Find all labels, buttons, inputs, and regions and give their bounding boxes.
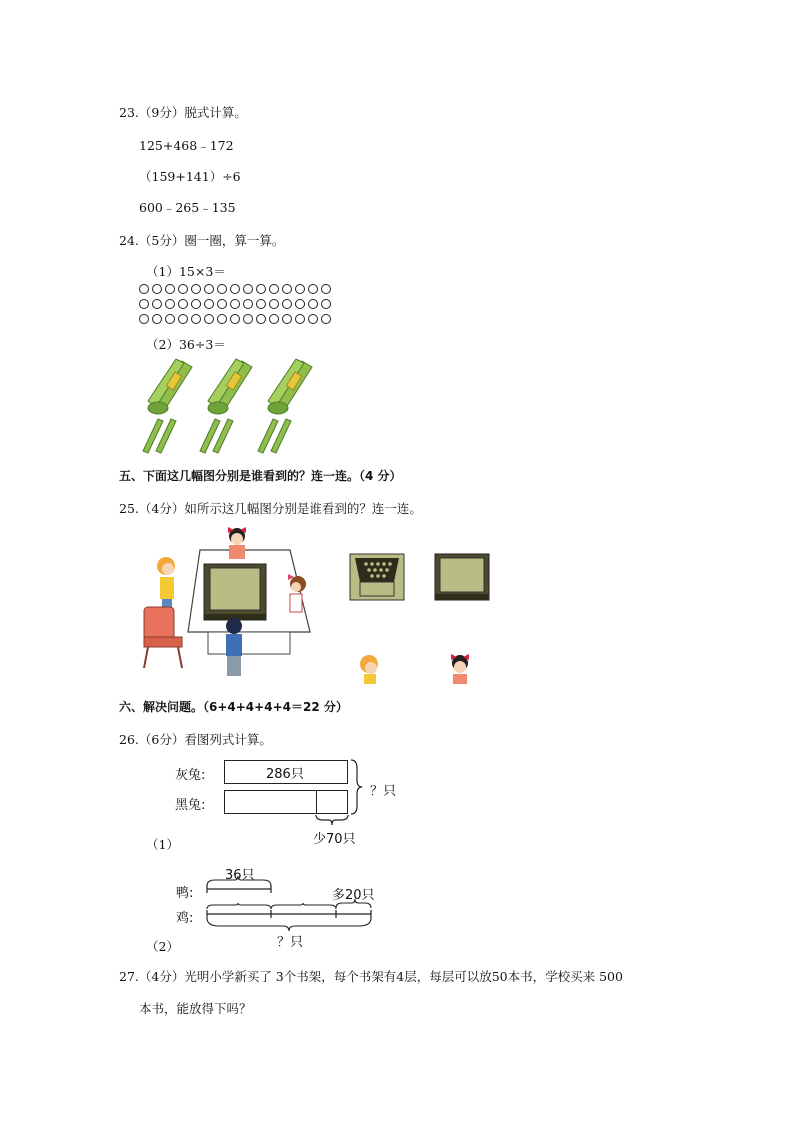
less-label: 少70只 — [313, 832, 356, 847]
right-brace — [349, 758, 363, 816]
q24-title: 24.（5分）圈一圈，算一算。 — [119, 233, 285, 248]
girl-behind-table — [228, 527, 246, 559]
bottom-brace — [314, 813, 350, 827]
circle-icon — [191, 299, 201, 309]
bundle-1 — [148, 359, 192, 414]
q23-expr-2: （159+141）÷6 — [139, 169, 241, 184]
q25-title: 25.（4分）如所示这几幅图分别是谁看到的？连一连。 — [119, 501, 422, 516]
q23-expr-1: 125+468﹣172 — [139, 138, 234, 153]
q24-part1: （1）15×3＝ — [146, 264, 226, 279]
circle-icon — [282, 284, 292, 294]
circle-icon — [217, 299, 227, 309]
section5-title: 五、下面这几幅图分别是谁看到的？连一连。（4 分） — [119, 469, 402, 483]
circle-icon — [282, 314, 292, 324]
circle-icon — [243, 299, 253, 309]
circle-row — [139, 284, 331, 294]
circle-icon — [230, 299, 240, 309]
black-rabbit-bar — [224, 790, 348, 814]
circle-icon — [178, 299, 188, 309]
bundle-2 — [208, 359, 252, 414]
circle-icon — [152, 314, 162, 324]
circle-icon — [217, 314, 227, 324]
circle-icon — [321, 314, 331, 324]
chicken-label: 鸡: — [176, 911, 194, 926]
bundle-illustration — [138, 356, 318, 456]
circle-icon — [217, 284, 227, 294]
circle-row — [139, 299, 331, 309]
circle-icon — [204, 314, 214, 324]
circle-icon — [295, 299, 305, 309]
black-rabbit-label: 黑兔: — [175, 798, 206, 813]
circle-icon — [139, 299, 149, 309]
small-girl-head — [451, 654, 469, 684]
duck-value: 36只 — [225, 868, 255, 883]
circle-icon — [282, 299, 292, 309]
view-image-keyboard — [350, 554, 404, 600]
circle-icon — [243, 314, 253, 324]
circle-icon — [256, 284, 266, 294]
gray-rabbit-label: 灰兔: — [175, 768, 206, 783]
circle-icon — [230, 314, 240, 324]
viewing-scene-illustration — [138, 522, 498, 690]
circle-icon — [204, 284, 214, 294]
q27-line1: 27.（4分）光明小学新买了 3个书架，每个书架有4层，每层可以放50本书，学校买来 500 — [119, 969, 623, 984]
small-boy-head — [360, 655, 378, 684]
circle-icon — [256, 299, 266, 309]
circle-icon — [165, 299, 175, 309]
single-sticks — [143, 419, 291, 453]
circle-icon — [295, 314, 305, 324]
circle-icon — [295, 284, 305, 294]
circle-icon — [152, 299, 162, 309]
circle-icon — [321, 284, 331, 294]
circle-icon — [243, 284, 253, 294]
circle-icon — [256, 314, 266, 324]
circle-icon — [165, 314, 175, 324]
q26-title: 26.（6分）看图列式计算。 — [119, 732, 272, 747]
q26-part2-label: （2） — [146, 939, 179, 954]
circle-icon — [191, 284, 201, 294]
circle-icon — [165, 284, 175, 294]
circle-icon — [139, 284, 149, 294]
circle-icon — [152, 284, 162, 294]
bundle-3 — [268, 359, 312, 414]
q26-part1-label: （1） — [146, 837, 179, 852]
brace-question: ？只 — [370, 784, 397, 799]
circle-icon — [321, 299, 331, 309]
circle-icon — [139, 314, 149, 324]
duck-label: 鸭: — [176, 886, 194, 901]
q23-expr-3: 600﹣265﹣135 — [139, 200, 236, 215]
circle-icon — [230, 284, 240, 294]
circle-icon — [269, 284, 279, 294]
circle-icon — [308, 284, 318, 294]
circle-icon — [178, 284, 188, 294]
view-image-monitor — [435, 554, 489, 600]
q27-line2: 本书，能放得下吗？ — [139, 1001, 252, 1016]
circle-icon — [269, 299, 279, 309]
circle-icon — [308, 314, 318, 324]
section6-title: 六、解决问题。（6+4+4+4+4＝22 分） — [119, 700, 348, 714]
black-rabbit-divider — [316, 790, 317, 814]
chair — [144, 607, 182, 668]
q23-title: 23.（9分）脱式计算。 — [119, 105, 247, 120]
monitor-on-table — [204, 564, 266, 620]
gray-rabbit-value: 286只 — [266, 767, 304, 782]
circle-icon — [191, 314, 201, 324]
circle-icon — [204, 299, 214, 309]
q24-part2: （2）36÷3＝ — [146, 337, 226, 352]
circle-icon — [178, 314, 188, 324]
total-question: ？只 — [277, 935, 304, 950]
circle-row — [139, 314, 331, 324]
circle-icon — [269, 314, 279, 324]
boy-front — [226, 618, 242, 676]
circle-icon — [308, 299, 318, 309]
more-label: 多20只 — [332, 888, 375, 903]
